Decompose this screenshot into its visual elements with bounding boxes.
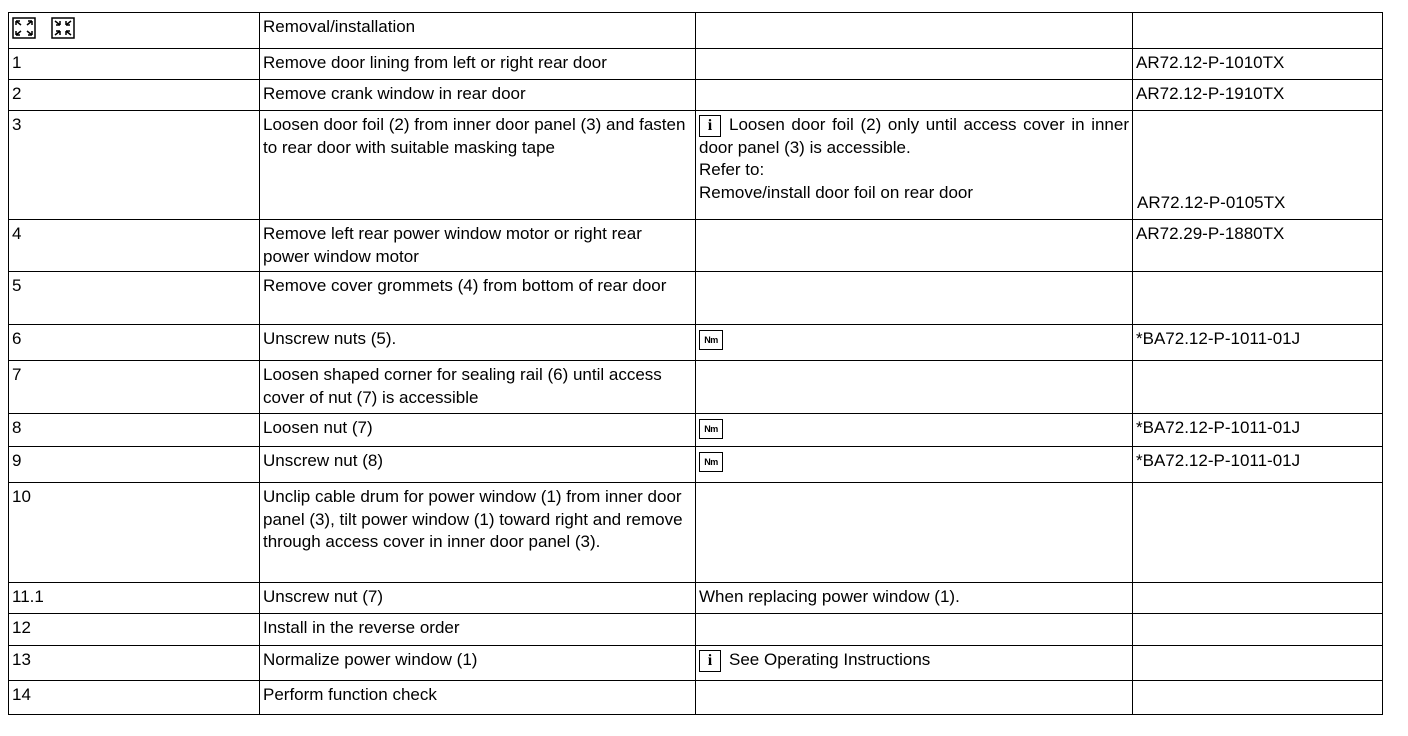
step-text: Loosen shaped corner for sealing rail (6) until access cover of nut (7) is accessible — [260, 361, 696, 414]
step-note — [696, 49, 1133, 80]
step-note — [696, 361, 1133, 414]
step-text: Unclip cable drum for power window (1) from inner door panel (3), tilt power window (1) toward right and remove through access cover in inner door panel (3). — [260, 483, 696, 583]
table-row — [9, 646, 1383, 681]
header-icons-cell — [9, 13, 260, 49]
step-number: 5 — [9, 272, 260, 325]
torque-nm-icon[interactable]: Nm — [699, 330, 723, 350]
step-note: When replacing power window (1). — [696, 583, 1133, 614]
table-row — [9, 614, 1383, 646]
step-reference-link[interactable]: AR72.12-P-1910TX — [1133, 80, 1383, 111]
step-reference-link[interactable]: AR72.29-P-1880TX — [1133, 220, 1383, 272]
step-note — [696, 220, 1133, 272]
remove-arrows-icon — [12, 17, 36, 39]
table-row — [9, 681, 1383, 715]
note-refer-label: Refer to: — [699, 160, 765, 180]
step-text: Unscrew nut (8) — [260, 447, 696, 483]
step-number: 10 — [9, 483, 260, 583]
step-reference-link[interactable] — [1133, 483, 1383, 583]
step-number: 6 — [9, 325, 260, 361]
table-row — [9, 414, 1383, 447]
step-text: Loosen door foil (2) from inner door panel (3) and fasten to rear door with suitable masking tape — [260, 111, 696, 220]
step-reference-link[interactable] — [1133, 681, 1383, 715]
step-number: 2 — [9, 80, 260, 111]
step-number: 12 — [9, 614, 260, 646]
step-number: 11.1 — [9, 583, 260, 614]
step-note — [696, 483, 1133, 583]
torque-nm-icon[interactable]: Nm — [699, 452, 723, 472]
table-row — [9, 447, 1383, 483]
install-arrows-icon — [51, 17, 75, 39]
note-text: i Loosen door foil (2) only until access cover in inner door panel (3) is accessible. — [699, 115, 1129, 157]
note-text: See Operating Instructions — [729, 650, 931, 669]
table-row — [9, 483, 1383, 583]
info-icon: i — [699, 115, 721, 137]
step-text: Remove door lining from left or right rear door — [260, 49, 696, 80]
table-row — [9, 325, 1383, 361]
info-icon: i — [699, 650, 721, 672]
table-row — [9, 80, 1383, 111]
step-text: Remove cover grommets (4) from bottom of rear door — [260, 272, 696, 325]
step-note — [696, 80, 1133, 111]
note-reference-title[interactable]: Remove/install door foil on rear door — [699, 182, 974, 202]
step-reference-link[interactable] — [1133, 361, 1383, 414]
procedure-table — [8, 12, 1383, 715]
step-reference-link[interactable]: *BA72.12-P-1011-01J — [1133, 414, 1383, 447]
step-text: Install in the reverse order — [260, 614, 696, 646]
step-number: 3 — [9, 111, 260, 220]
step-reference-link[interactable] — [1133, 614, 1383, 646]
torque-nm-icon[interactable]: Nm — [699, 419, 723, 439]
table-row — [9, 111, 1383, 220]
header-title: Removal/installation — [260, 13, 696, 49]
step-note — [696, 646, 1133, 681]
header-note-cell — [696, 13, 1133, 49]
step-number: 8 — [9, 414, 260, 447]
step-reference-link[interactable]: AR72.12-P-1010TX — [1133, 49, 1383, 80]
table-row — [9, 272, 1383, 325]
step-note — [696, 414, 1133, 447]
table-row — [9, 361, 1383, 414]
step-number: 9 — [9, 447, 260, 483]
step-reference-cell — [1133, 111, 1383, 220]
step-reference-link[interactable] — [1133, 272, 1383, 325]
step-text: Remove left rear power window motor or right rear power window motor — [260, 220, 696, 272]
step-reference-link[interactable] — [1133, 646, 1383, 681]
table-header-row — [9, 13, 1383, 49]
step-reference-link[interactable]: *BA72.12-P-1011-01J — [1133, 325, 1383, 361]
step-text: Unscrew nut (7) — [260, 583, 696, 614]
step-note — [696, 111, 1133, 220]
table-row — [9, 220, 1383, 272]
step-reference-link[interactable] — [1133, 583, 1383, 614]
step-text: Loosen nut (7) — [260, 414, 696, 447]
step-number: 13 — [9, 646, 260, 681]
step-text: Normalize power window (1) — [260, 646, 696, 681]
header-ref-cell — [1133, 13, 1383, 49]
step-number: 4 — [9, 220, 260, 272]
step-note — [696, 614, 1133, 646]
table-row — [9, 49, 1383, 80]
step-number: 7 — [9, 361, 260, 414]
step-text: Remove crank window in rear door — [260, 80, 696, 111]
step-number: 1 — [9, 49, 260, 80]
step-note — [696, 325, 1133, 361]
table-row — [9, 583, 1383, 614]
step-note — [696, 681, 1133, 715]
step-note — [696, 447, 1133, 483]
step-number: 14 — [9, 681, 260, 715]
step-note — [696, 272, 1133, 325]
step-reference-link[interactable]: *BA72.12-P-1011-01J — [1133, 447, 1383, 483]
step-reference-link[interactable]: AR72.12-P-0105TX — [1137, 192, 1286, 212]
step-text: Perform function check — [260, 681, 696, 715]
step-text: Unscrew nuts (5). — [260, 325, 696, 361]
